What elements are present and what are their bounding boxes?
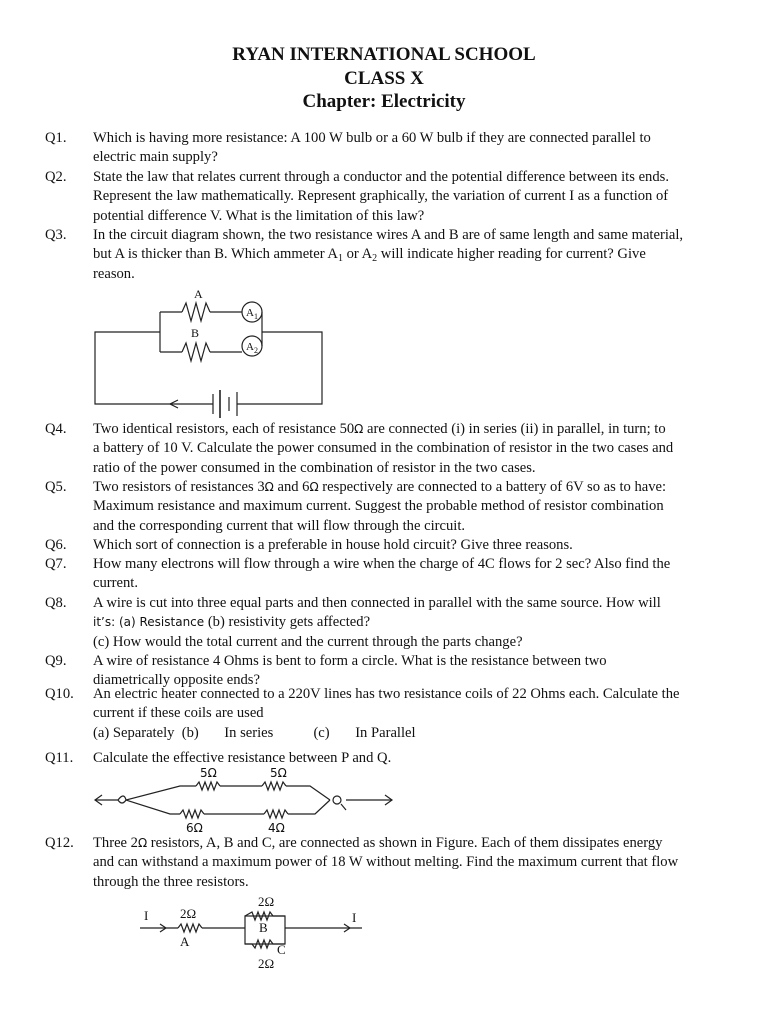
label-b: B: [191, 326, 200, 340]
question-line: and can withstand a maximum power of 18 W without melting. Find the maximum current that flow: [93, 854, 679, 871]
current-label-left: I: [144, 908, 149, 923]
question-line: a battery of 10 V. Calculate the power consumed in the combination of resistor in the two cases and: [93, 440, 674, 457]
school-name: RYAN INTERNATIONAL SCHOOL: [232, 44, 536, 65]
question-number: Q7.: [45, 556, 67, 572]
question-line: Two identical resistors, each of resistance 50Ω are connected (i) in series (ii) in parallel, in turn; to: [93, 421, 666, 437]
question-line: Which sort of connection is a preferable in house hold circuit? Give three reasons.: [93, 537, 573, 553]
question-number: Q1.: [45, 130, 67, 146]
question-number: Q4.: [45, 421, 67, 437]
current-label-right: I: [352, 910, 357, 925]
question-line: Three 2Ω resistors, A, B and C, are connected as shown in Figure. Each of them dissipates energy: [93, 835, 663, 851]
label-a: A: [194, 287, 203, 301]
resistor-label: 5Ω: [200, 766, 217, 780]
resistor-label: 5Ω: [270, 766, 287, 780]
question-line: Calculate the effective resistance between P and Q.: [93, 750, 392, 766]
question-line: Maximum resistance and maximum current. Suggest the probable method of resistor combination: [93, 498, 664, 515]
chapter-title: Chapter: Electricity: [302, 91, 466, 112]
question-number: Q12.: [45, 835, 74, 851]
question-line: diametrically opposite ends?: [93, 672, 260, 689]
ammeter-1-label: $A_1$: [246, 307, 258, 321]
question-line: electric main supply?: [93, 149, 218, 166]
question-line: (a) Separately (b) In series (c) In Parallel: [93, 724, 416, 741]
question-line: Which is having more resistance: A 100 W bulb or a 60 W bulb if they are connected parallel to: [93, 130, 651, 146]
resistor-b-label: B: [259, 920, 268, 935]
resistor-b-value: 2Ω: [258, 894, 275, 909]
question-number: Q6.: [45, 537, 67, 553]
resistor-label: 6Ω: [186, 821, 203, 835]
question-number: Q2.: [45, 169, 67, 185]
question-line: but A is thicker than B. Which ammeter $A_1$ or $A_2$ will indicate higher reading for current? Give: [93, 246, 646, 265]
question-line: How many electrons will flow through a wire when the charge of 4C flows for 2 sec? Also find the: [93, 556, 671, 572]
ammeter-2-label: $A_2$: [246, 341, 258, 355]
resistor-a-label: A: [180, 934, 190, 949]
class-title: CLASS X: [344, 68, 424, 89]
question-line: (c) How would the total current and the current through the parts change?: [93, 633, 523, 650]
question-number: Q3.: [45, 227, 67, 243]
question-line: In the circuit diagram shown, the two resistance wires A and B are of same length and same material,: [93, 227, 684, 243]
resistor-c-label: C: [277, 942, 286, 957]
question-line: current.: [93, 575, 138, 592]
question-number: Q5.: [45, 479, 67, 495]
resistor-a-value: 2Ω: [180, 906, 197, 921]
question-line: current if these coils are used: [93, 705, 264, 722]
question-line: A wire of resistance 4 Ohms is bent to form a circle. What is the resistance between two: [93, 653, 607, 669]
question-line: State the law that relates current through a conductor and the potential difference between its ends.: [93, 169, 669, 185]
question-number: Q10.: [45, 686, 74, 702]
resistor-c-value: 2Ω: [258, 956, 275, 971]
question-line: ratio of the power consumed in the combination of resistor in the two cases.: [93, 459, 536, 476]
question-line: potential difference V. What is the limitation of this law?: [93, 207, 425, 224]
question-line: through the three resistors.: [93, 873, 249, 890]
question-line: An electric heater connected to a 220V lines has two resistance coils of 22 Ohms each. Calculate the: [93, 686, 680, 702]
resistor-label: 4Ω: [268, 821, 285, 835]
question-number: Q9.: [45, 653, 67, 669]
question-number: Q8.: [45, 595, 67, 611]
question-line: Two resistors of resistances 3Ω and 6Ω respectively are connected to a battery of 6V so as to have:: [93, 479, 667, 495]
question-number: Q11.: [45, 750, 74, 766]
question-line: Represent the law mathematically. Represent graphically, the variation of current I as a function of: [93, 188, 669, 205]
question-line: it’s: (a) Resistance (b) resistivity gets affected?: [93, 614, 371, 631]
question-line: and the corresponding current that will flow through the circuit.: [93, 517, 466, 534]
question-line: reason.: [93, 265, 135, 282]
question-line: A wire is cut into three equal parts and then connected in parallel with the same source. How will: [93, 595, 661, 611]
